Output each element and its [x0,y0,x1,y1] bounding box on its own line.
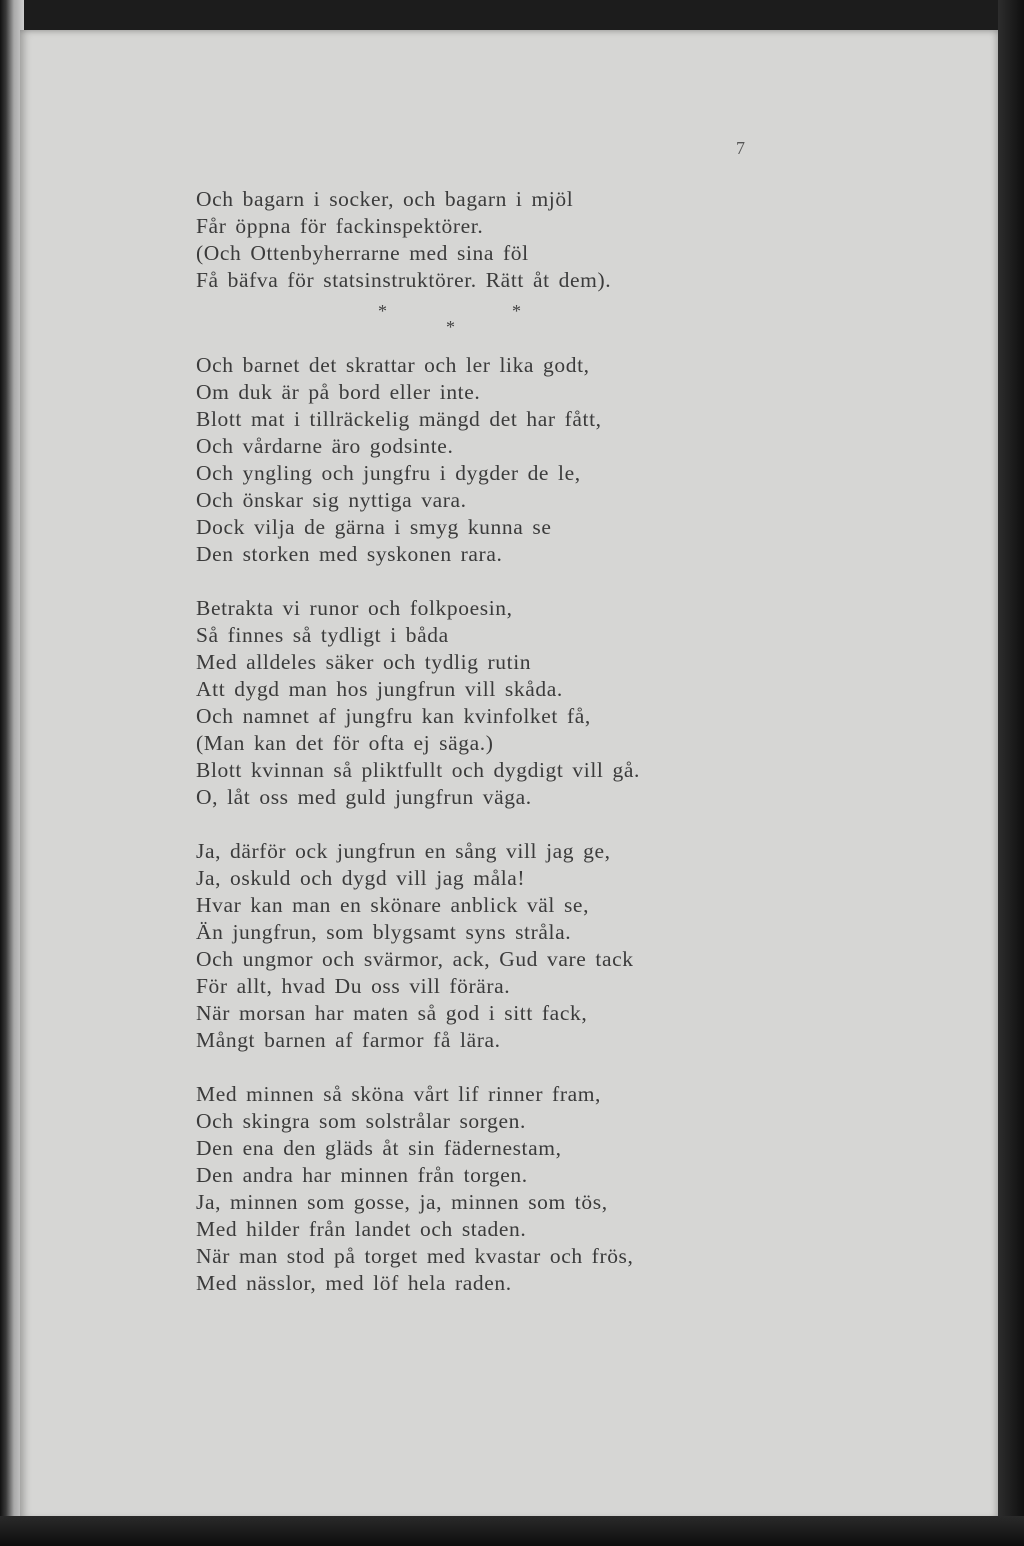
verse-line: Och namnet af jungfru kan kvinfolket få, [196,704,591,728]
verse-line: Ja, därför ock jungfrun en sång vill jag ge, [196,839,611,863]
stanza-4 [196,838,756,1054]
verse-line: Och yngling och jungfru i dygder de le, [196,461,581,485]
verse-line: Och önskar sig nyttiga vara. [196,488,467,512]
asterisk: * [512,301,522,321]
verse-line: Den storken med syskonen rara. [196,542,503,566]
verse-line: När man stod på torget med kvastar och frös, [196,1244,634,1268]
verse-line: Än jungfrun, som blygsamt syns stråla. [196,920,572,944]
asterism-divider [196,298,756,344]
page-number: 7 [736,138,745,158]
verse-line: Den andra har minnen från torgen. [196,1163,528,1187]
stanza-3 [196,595,756,811]
verse-line: Och bagarn i socker, och bagarn i mjöl [196,187,574,211]
verse-line: Den ena den gläds åt sin fädernestam, [196,1136,562,1160]
asterisk: * [378,301,388,321]
verse-line: O, låt oss med guld jungfrun väga. [196,785,532,809]
verse-line: När morsan har maten så god i sitt fack, [196,1001,588,1025]
bottom-page-edge [0,1516,1024,1546]
verse-line: Får öppna för fackinspektörer. [196,214,484,238]
verse-line: Och vårdarne äro godsinte. [196,434,454,458]
verse-line: Och barnet det skrattar och ler lika godt, [196,353,590,377]
verse-line: Och ungmor och svärmor, ack, Gud vare tack [196,947,634,971]
verse-line: Så finnes så tydligt i båda [196,623,449,647]
poem-text [196,186,756,1324]
verse-line: Och skingra som solstrålar sorgen. [196,1109,526,1133]
verse-line: Dock vilja de gärna i smyg kunna se [196,515,552,539]
verse-line: Hvar kan man en skönare anblick väl se, [196,893,590,917]
verse-line: Blott mat i tillräckelig mängd det har fått, [196,407,602,431]
verse-line: Om duk är på bord eller inte. [196,380,481,404]
verse-line: För allt, hvad Du oss vill förära. [196,974,511,998]
verse-line: Att dygd man hos jungfrun vill skåda. [196,677,563,701]
stanza-2 [196,352,756,568]
stanza-5 [196,1081,756,1297]
verse-line: Mångt barnen af farmor få lära. [196,1028,501,1052]
verse-line: Få bäfva för statsinstruktörer. Rätt åt dem). [196,268,612,292]
stanza-1 [196,186,756,294]
verse-line: Ja, oskuld och dygd vill jag måla! [196,866,526,890]
verse-line: Med minnen så sköna vårt lif rinner fram, [196,1082,602,1106]
right-page-edge [998,0,1024,1546]
verse-line: (Och Ottenbyherrarne med sina föl [196,241,529,265]
verse-line: Med alldeles säker och tydlig rutin [196,650,532,674]
verse-line: Betrakta vi runor och folkpoesin, [196,596,513,620]
verse-line: Blott kvinnan så pliktfullt och dygdigt vill gå. [196,758,640,782]
verse-line: Med hilder från landet och staden. [196,1217,527,1241]
asterisk: * [446,317,456,337]
verse-line: Ja, minnen som gosse, ja, minnen som tös, [196,1190,608,1214]
verse-line: (Man kan det för ofta ej säga.) [196,731,494,755]
verse-line: Med nässlor, med löf hela raden. [196,1271,512,1295]
